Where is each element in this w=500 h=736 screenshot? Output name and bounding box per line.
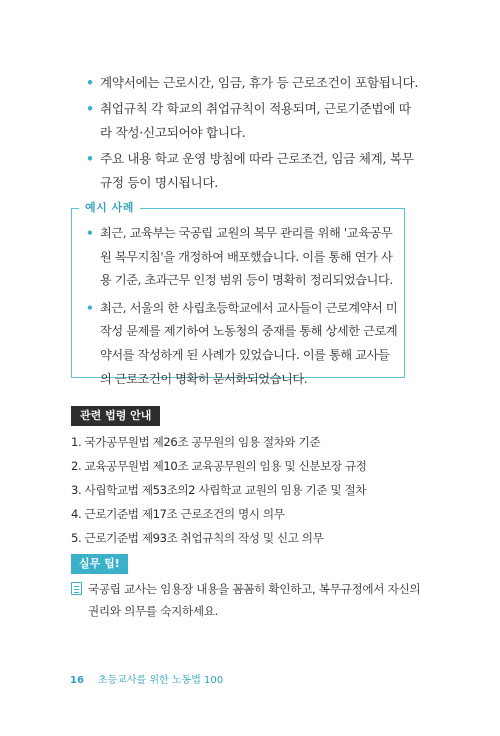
bullet-dot: •	[86, 150, 94, 166]
intro-bullet-list	[86, 71, 422, 197]
book-title: 초등교사를 위한 노동법 100	[97, 675, 224, 686]
laws-heading: 관련 법령 안내	[71, 406, 160, 426]
example-text: 최근, 교육부는 국공립 교원의 복무 관리를 위해 '교육공무원 복무지침'을 개정하여 배포했습니다. 이를 통해 연가 사용 기준, 초과근무 인정 범위 등이 명확히 정리되었습니다.	[100, 226, 393, 288]
example-list	[86, 222, 398, 395]
example-label: 예시 사례	[79, 199, 140, 217]
bullet-item	[86, 147, 422, 196]
law-item: 2. 교육공무원법 제10조 교육공무원의 임용 및 신분보장 규정	[71, 459, 367, 473]
bullet-item	[86, 97, 422, 146]
bullet-text: 계약서에는 근로시간, 임금, 휴가 등 근로조건이 포함됩니다.	[100, 75, 419, 90]
example-item	[86, 222, 398, 293]
page-number: 16	[70, 675, 84, 686]
bullet-text: 취업규칙 각 학교의 취업규칙이 적용되며, 근로기준법에 따라 작성·신고되어야 합니다.	[100, 100, 411, 140]
bullet-dot: •	[86, 100, 94, 116]
bullet-dot: •	[86, 226, 94, 240]
tip-heading: 실무 팁!	[71, 554, 128, 574]
law-item: 4. 근로기준법 제17조 근로조건의 명시 의무	[71, 507, 285, 521]
page-footer	[70, 671, 223, 686]
example-item	[86, 297, 398, 391]
document-icon	[71, 582, 82, 595]
law-item: 3. 사립학교법 제53조의2 사립학교 교원의 임용 기준 및 절차	[71, 483, 367, 497]
bullet-dot: •	[86, 300, 94, 315]
law-item: 1. 국가공무원법 제26조 공무원의 임용 절차와 기준	[71, 435, 321, 449]
law-item: 5. 근로기준법 제93조 취업규칙의 작성 및 신고 의무	[71, 531, 324, 545]
tip-text: 국공립 교사는 임용장 내용을 꼼꼼히 확인하고, 복무규정에서 자신의 권리와 의무를 숙지하세요.	[88, 582, 421, 618]
bullet-dot: •	[86, 75, 94, 90]
laws-list	[71, 430, 431, 550]
example-text: 최근, 서울의 한 사립초등학교에서 교사들이 근로계약서 미작성 문제를 제기하여 노동청의 중재를 통해 상세한 근로계약서를 작성하게 된 사례가 있었습니다. 이를 통해 교사들의 근로조건이 명확히 문서화되었습니다.	[100, 300, 398, 386]
tip-block	[71, 578, 431, 622]
bullet-item	[86, 71, 422, 96]
bullet-text: 주요 내용 학교 운영 방침에 따라 근로조건, 임금 체계, 복무 규정 등이 명시됩니다.	[100, 150, 414, 190]
